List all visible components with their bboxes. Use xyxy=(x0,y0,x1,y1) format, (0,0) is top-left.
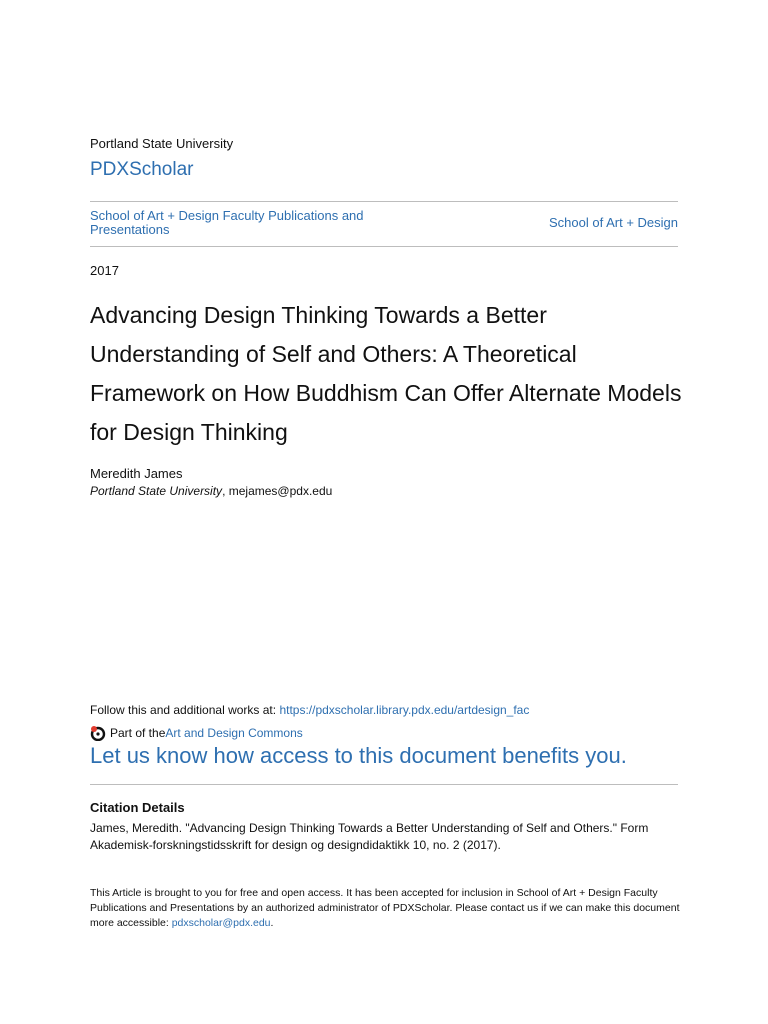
repository-link[interactable]: PDXScholar xyxy=(90,159,194,180)
university-name: Portland State University xyxy=(90,136,234,151)
collection-url-link[interactable]: https://pdxscholar.library.pdx.edu/artdesign_fac xyxy=(279,703,530,717)
author-affiliation xyxy=(90,484,332,498)
follow-line xyxy=(90,703,529,717)
follow-prefix: Follow this and additional works at: xyxy=(90,703,280,717)
header-bottom-divider xyxy=(90,246,678,247)
citation-heading: Citation Details xyxy=(90,800,185,815)
affiliation-name: Portland State University xyxy=(90,484,223,498)
series-link[interactable]: School of Art + Design Faculty Publications and Presentations xyxy=(90,208,364,237)
access-statement-text: This Article is brought to you for free and open access. It has been accepted for inclusion in School of Art + Design Faculty Publications and Presentations by an authorized administrator of PDXScholar. Please contact us if we can make this document more accessible: xyxy=(90,887,680,929)
access-statement-end: . xyxy=(270,917,274,929)
department-link[interactable]: School of Art + Design xyxy=(549,215,678,230)
author-email: mejames@pdx.edu xyxy=(228,484,333,498)
publication-year: 2017 xyxy=(90,263,119,278)
commons-network-icon xyxy=(90,725,106,741)
access-statement xyxy=(90,886,680,931)
commons-link[interactable]: Art and Design Commons xyxy=(165,726,303,740)
header-top-divider xyxy=(90,201,678,202)
contact-email-link[interactable]: pdxscholar@pdx.edu xyxy=(171,917,271,929)
author-name: Meredith James xyxy=(90,466,183,481)
part-of-prefix: Part of the xyxy=(110,726,166,740)
affiliation-separator: , xyxy=(222,484,229,498)
benefit-feedback-link[interactable]: Let us know how access to this document benefits you. xyxy=(90,743,627,768)
article-title: Advancing Design Thinking Towards a Better Understanding of Self and Others: A Theoretical Framework on How Buddhism Can Offer Alternate Models for Design Thinking xyxy=(90,302,682,445)
citation-divider xyxy=(90,784,678,785)
part-of-line xyxy=(90,725,303,741)
citation-text: James, Meredith. "Advancing Design Thinking Towards a Better Understanding of Self and Others." Form Akademisk-forskningstidsskrift for design og designdidaktikk 10, no. 2 (2017). xyxy=(90,821,649,852)
